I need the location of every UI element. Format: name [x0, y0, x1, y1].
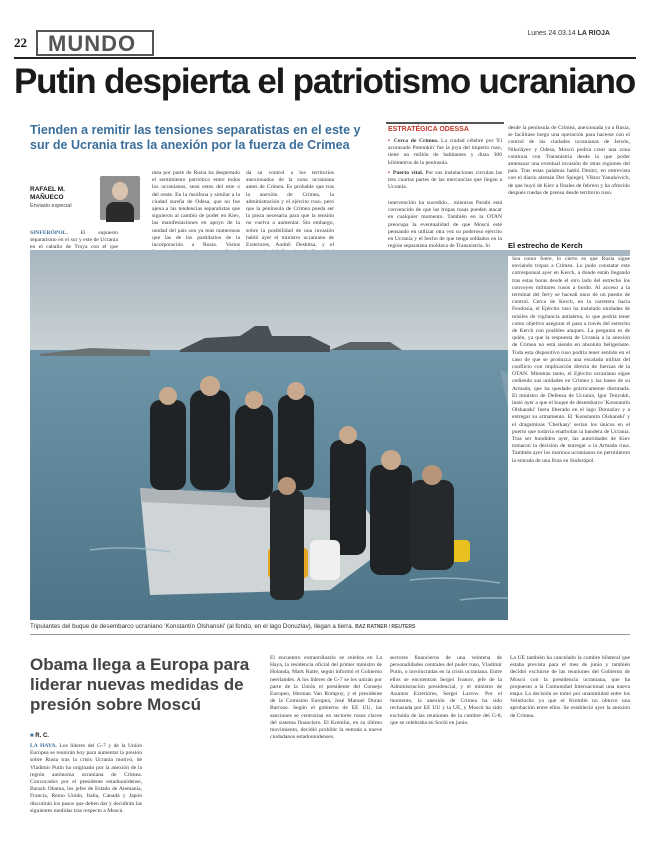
photo-caption	[30, 623, 630, 630]
byline-name	[30, 186, 65, 202]
story2-byline-text: R. C.	[35, 733, 49, 739]
sidebar-item-2-title: Puerto vital.	[392, 169, 424, 176]
sidebar-rule	[386, 122, 504, 124]
header-rule	[14, 57, 636, 59]
strait-heading: El estrecho de Kerch	[508, 241, 583, 250]
article-column-3: da su control a los territorios anexionados de la zona ucraniana antes de Crimea. Es probable que tras la anexión de Crimea, la administración y el ejército ruso, pero que la península de Crimea pueda ser la pieza necesaria para que la tensión no vuelva a aumentar. Sin embargo, sobre la posibilidad de una invasión habló ayer el ministro ucraniano de Exteriores, Andréi Deshitsa, y el	[246, 170, 334, 249]
article-column-5b: Sea como fuere, lo cierto es que Rusia sigue enviando tropas a Crimea. Lo pudo constatar este corresponsal ayer en Kerch, a donde están llegando tras estas horas desde el otro lado del estrecho los convoyes militares rusos a bordo. Al acceso a la terminal del ferry se haceañ unos de un puesto de control. Cerca de Kerch, en la carretera hacia Feodosia, el Ejército ruso ha instalado unidades de misiles de vigilancia antiaérea, lo que podría tener como objetivo asegurar el paso a través del estrecho de Kerch con posibles ataques. La pregunta es de quién, ya que la respuesta de Ucrania a la anexión de Crimea no está siendo en absoluto beligerante. Toda esta dispositivo ruso podría tener sentido en el caso de que se produzca una escalada militar del conflicto con implicación directa de fuerzas de la OTAN. Mientras tanto, el Ejército ucraniano sigue cediendo sus unidades en Crimea y las bases de su Armada, que ha quedado prácticamente diezmada. El ministro de Defensa de Ucrania, Igor Tenyukh, instó ayer a que el buque de desembarco 'Konstantín Olshanski' fuera liberado en el lago Donuzlav y a entregar su armamento. El 'Konstantín Olshanski' y el dragaminas 'Cherkasy' serían los únicos en el puerto que todavía enarbolan la bandera de Ucrania. Tras ser hundidos ayer, las autoridades de Kiev tomaron la decisión de entregar a la Armada rusa. También ayer los marinos ucranianos no permitieron la entrada de una flota en Sinferópol.	[508, 256, 630, 620]
story2-column-3: sectores financieros de una veintena de personalidades centrales del poder ruso, Vladimir Putin, o involucradas en la crisis ucraniana. Entre ellos se encuentran Sergei Ivanov, jefe de la Administración presidencial, y el ministro de Asuntos Exteriores, Sergei Lavrov. Por el momento, la anexión de Crimea ha sido rechazada por EE UU y la UE, y Moscú ha sido excluida de las reuniones de la cumbre del G-8, que se celebraba en Sochi en junio.	[390, 655, 502, 726]
article-subhead: Tienden a remitir las tensiones separatistas en el este y sur de Ucrania tras la anexión por la fuerza de Crimea	[30, 123, 361, 152]
sidebar-item-2	[388, 170, 502, 192]
sidebar-item-1-title: Cerca de Crimea.	[393, 138, 439, 144]
story2-column-4: La UE también ha cancelado la cumbre bilateral que estaba prevista para el mes de junio y también decidió excluirse de las reuniones del Gobierno de Moscú con la presidencia ucraniana, que ha propuesto a la Comunidad Internacional una nueva etapa. La decisión se tomó por unanimidad entre los Veintiocho ya que el Kremlin no obtuvo una aprobación entre ellos. Se estableció ayer la anexión de Crimea.	[510, 655, 630, 719]
page-number: 22	[14, 35, 27, 50]
byline-role: Enviado especial	[30, 203, 72, 209]
sidebar-item-1	[388, 138, 502, 167]
article-column-1	[30, 230, 118, 250]
sidebar-kicker: ESTRATÉGICA ODESSA	[388, 126, 469, 133]
story2-dateline: LA HAYA.	[30, 743, 57, 749]
author-avatar	[100, 176, 140, 220]
article-column-5: desde la península de Crimea, anexionada ya a Rusia, se facilitase luego una operación para hacerse con el control de las ciudades ucranianas de Jersón, Nikoláyev y Odesa, Moscú podría crear una zona continua con Transnistria desde la que poder amenazar una eventual invasión de otras regiones del país. Tras estas palabras habló Dmitri, en entrevista con el diario alemán Der Spiegel, Viktor Yanukóvich, de que huyó de Kiev a finales de febrero y ha ofrecido después ruedas de prensa desde territorio ruso.	[508, 125, 630, 196]
bullet-icon: ■	[30, 733, 34, 739]
sidebar-body	[388, 138, 502, 198]
publication-name: LA RIOJA	[577, 30, 610, 37]
story-divider	[30, 634, 630, 635]
bullet-icon: ▪	[388, 169, 391, 176]
issue-date: Lunes 24.03.14	[527, 30, 576, 37]
story2-column-1b	[148, 743, 260, 843]
story2-column-2: El encuentro extraordinario se celebra en La Haya, la residencia oficial del primer ministro de Holanda, Mark Rutte, según informó el Gobierno neerlandés. A los líderes de G-7 se les unirán por parte de la Unión el presidente del Consejo Europeo, Herman Van Rompuy, y el presidente de la Comisión Europea, José Manuel Durao Barroso. Según el gobierno de EE UU, las sanciones se centrarían en sectores rusos claves del sistema financiero. El Kremlin, en su último movimiento, decidió prohibir la entrada a nueve ciudadanos estadounidenses.	[270, 655, 382, 741]
date-line	[527, 30, 610, 37]
byline-name-line2: MAÑUECO	[30, 194, 64, 201]
article-dateline: SINFERÓPOL.	[30, 230, 68, 236]
article-column-2: mea por parte de Rusia ha despertado el sentimiento patriótico entre todos los ucranianos, sean estos del este o del oeste. En la rusófona y similar a la ciudad sureña de Odesa, que no fue ajena a las tendencias separatistas que siguieron al cambio de poder en Kiev, las manifestaciones en apoyo de la unidad del país son ya más numerosas que las de los partidarios de la incorporación a Rusia. Varios	[152, 170, 240, 249]
sidebar-item-2-text: Por sus instalaciones circulan las tres cuartas partes de las mercancías que llegan a Ucrania.	[388, 169, 503, 191]
story2-headline: Obama llega a Europa para liderar nuevas medidas de presión sobre Moscú	[30, 655, 250, 714]
story2-byline	[30, 733, 49, 739]
article-col1-text: El supuesto separatismo en el sur y este de Ucrania en el caballo de Troya con el que	[30, 230, 118, 251]
bullet-icon: ▪	[388, 138, 392, 144]
page-headline: Putin despierta el patriotismo ucraniano	[14, 62, 636, 101]
caption-text: Tripulantes del buque de desembarco ucraniano 'Konstantín Olshanski' (al fondo, en el lago Donuzlav), llegan a tierra.	[30, 623, 354, 630]
story2-column-1	[30, 743, 142, 843]
byline-name-line1: RAFAEL M.	[30, 186, 65, 193]
photo-credit: BAZ RATNER / REUTERS	[355, 624, 416, 630]
section-label: MUNDO	[48, 31, 137, 56]
story2-col1-text: Los líderes del G-7 y de la Unión Europea se reunirán hoy para aumentar la presión sobre Rusia tras la crisis Ucrania motivó, de Vladimir Putin ha originado por la anexión de la región autónoma ucraniana de Crimea. Convocados por el presidente estadounidense, Barack Obama, los jefes de Estado de Alemania, Francia, Reino Unido, Italia, Canadá y Japón discutirán los pasos que deben dar y decidirán las siguientes medidas tras respecto a Moscú.	[30, 743, 142, 814]
strait-heading-wrap	[508, 242, 630, 254]
sidebar-item-1-text: La ciudad célebre por 'El acorazado Potemkin' fue la joya del imperio ruso, tiene un millón de habitantes y dista 300 kilómetros de la península.	[388, 138, 503, 166]
article-column-4: intervención ha sucedido... mientras Parubi está convencido de que las tropas rusas pueden atacar en cualquier momento. También en la OTAN preocupa la eventualidad de que Moscú esté pensando en utilizar otra vez su poderoso ejército en Ucrania y el hecho de que tenga soldados en la región separatista moldava de Transnistria. Si	[388, 200, 502, 250]
